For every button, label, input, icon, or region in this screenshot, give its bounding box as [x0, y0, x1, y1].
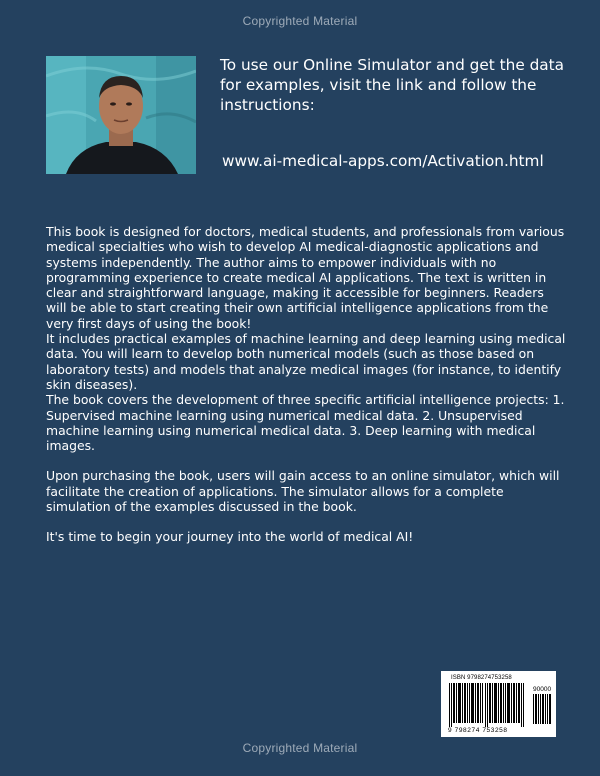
- description-sentence-2: It includes practical examples of machine learning and deep learning using medical data. You will learn to develop both numerical models (such as those based on laboratory tests) and models that analyze medical images (for instance, to identify skin diseases).: [46, 331, 566, 392]
- description-sentence-3: The book covers the development of three specific artificial intelligence projects: 1. Supervised machine learning using numerical medical data. 2. Unsupervised machine learning using numerical medical data. 3. Deep learning with medical images.: [46, 392, 565, 454]
- isbn-label: ISBN 9798274753258: [451, 675, 512, 681]
- price-barcode-bars: [533, 694, 551, 724]
- activation-link[interactable]: www.ai-medical-apps.com/Activation.html: [222, 152, 544, 170]
- description-paragraph-2: Upon purchasing the book, users will gain access to an online simulator, which will facilitate the creation of applications. The simulator allows for a complete simulation of the examples discussed in the book.: [46, 468, 560, 515]
- paragraph-gap: [46, 514, 566, 529]
- author-photo: [46, 56, 196, 174]
- book-description: [46, 224, 566, 545]
- simulator-instructions: To use our Online Simulator and get the data for examples, visit the link and follow the instructions:: [220, 56, 565, 114]
- price-code: 90000: [533, 686, 552, 693]
- description-sentence-1: This book is designed for doctors, medical students, and professionals from various medical specialties who wish to develop AI medical-diagnostic applications and systems independently. The author aims to empower individuals with no programming experience to create medical AI applications. The text is written in clear and straightforward language, making it accessible for beginners. Readers will be able to start creating their own artificial intelligence applications from the very first days of using the book!: [46, 224, 565, 331]
- paragraph-gap: [46, 453, 566, 468]
- description-paragraph-3: It's time to begin your journey into the world of medical AI!: [46, 529, 414, 545]
- copyright-watermark-top: Copyrighted Material: [242, 14, 358, 28]
- copyright-watermark-bottom: Copyrighted Material: [242, 741, 358, 755]
- barcode-digits: 9 798274 753258: [448, 727, 508, 734]
- barcode-bars: [449, 683, 529, 727]
- isbn-barcode: [441, 671, 556, 737]
